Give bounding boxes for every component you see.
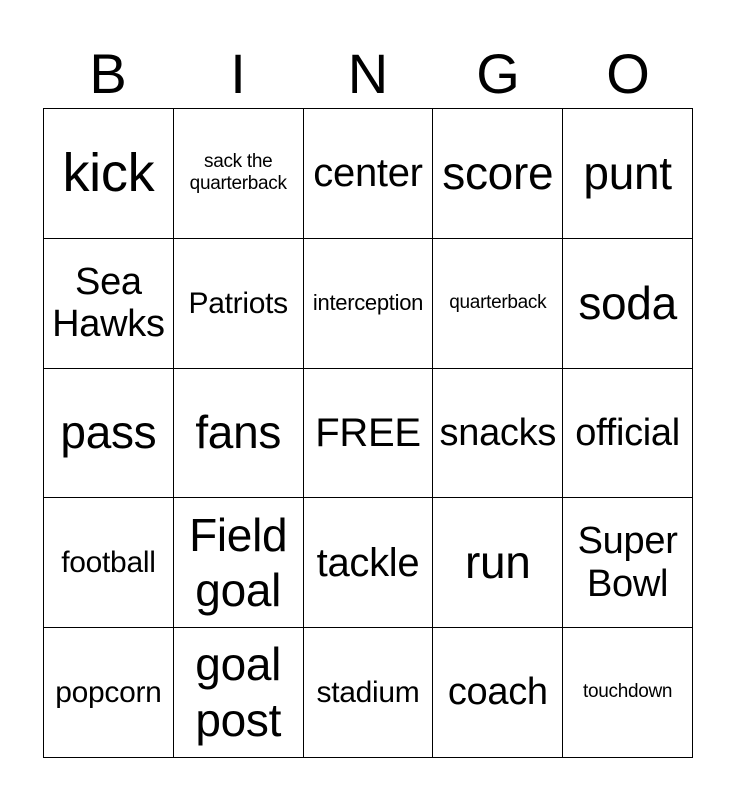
bingo-cell[interactable]: Field goal bbox=[174, 498, 304, 628]
bingo-cell[interactable]: popcorn bbox=[44, 628, 174, 758]
header-letter-g: G bbox=[476, 42, 520, 105]
bingo-cell[interactable]: pass bbox=[44, 369, 174, 499]
bingo-header bbox=[43, 40, 693, 108]
bingo-cell-free-space[interactable]: FREE bbox=[304, 369, 434, 499]
bingo-cell[interactable]: official bbox=[563, 369, 693, 499]
bingo-board bbox=[43, 108, 693, 758]
bingo-cell[interactable]: punt bbox=[563, 109, 693, 239]
bingo-cell[interactable]: snacks bbox=[433, 369, 563, 499]
bingo-cell[interactable]: football bbox=[44, 498, 174, 628]
header-letter-n: N bbox=[347, 42, 389, 105]
bingo-cell[interactable]: run bbox=[433, 498, 563, 628]
bingo-cell[interactable]: soda bbox=[563, 239, 693, 369]
bingo-cell[interactable]: Super Bowl bbox=[563, 498, 693, 628]
bingo-cell[interactable]: center bbox=[304, 109, 434, 239]
bingo-cell[interactable]: kick bbox=[44, 109, 174, 239]
header-letter-b: B bbox=[89, 42, 127, 105]
bingo-cell[interactable]: quarterback bbox=[433, 239, 563, 369]
header-letter-i: I bbox=[230, 42, 246, 105]
bingo-cell[interactable]: coach bbox=[433, 628, 563, 758]
header-letter-o: O bbox=[606, 42, 650, 105]
bingo-cell[interactable]: Sea Hawks bbox=[44, 239, 174, 369]
bingo-cell[interactable]: sack the quarterback bbox=[174, 109, 304, 239]
bingo-cell[interactable]: goal post bbox=[174, 628, 304, 758]
bingo-cell[interactable]: interception bbox=[304, 239, 434, 369]
bingo-cell[interactable]: stadium bbox=[304, 628, 434, 758]
bingo-cell[interactable]: tackle bbox=[304, 498, 434, 628]
bingo-cell[interactable]: score bbox=[433, 109, 563, 239]
bingo-cell[interactable]: Patriots bbox=[174, 239, 304, 369]
bingo-cell[interactable]: touchdown bbox=[563, 628, 693, 758]
bingo-cell[interactable]: fans bbox=[174, 369, 304, 499]
